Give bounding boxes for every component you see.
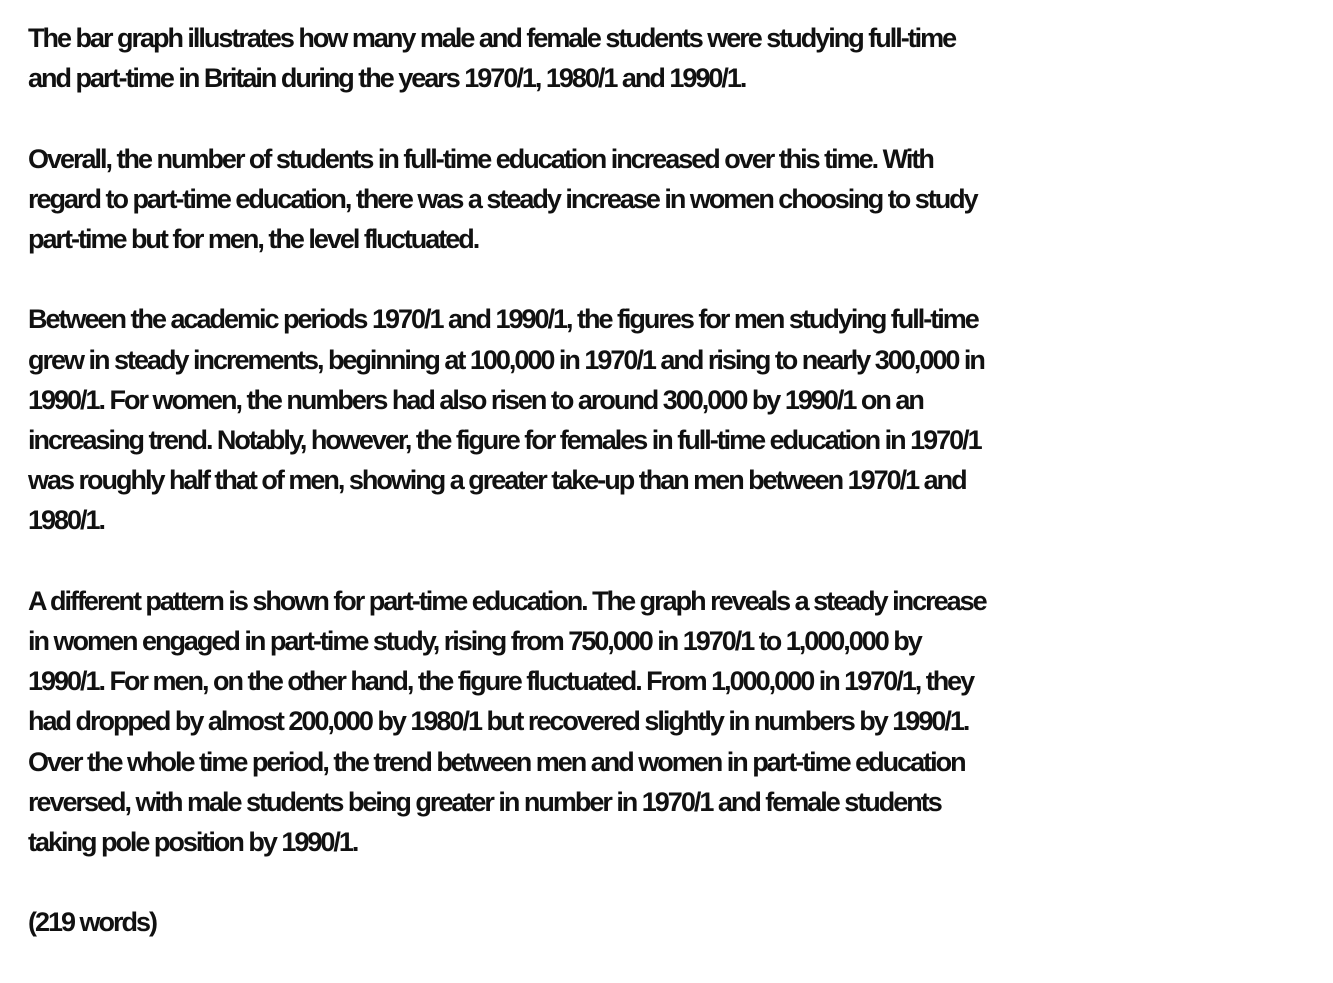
text-line: in women engaged in part-time study, rising from 750,000 in 1970/1 to 1,000,000 by bbox=[28, 626, 921, 656]
paragraph-overview bbox=[28, 139, 1328, 260]
text-line: 1990/1. For women, the numbers had also risen to around 300,000 by 1990/1 on an bbox=[28, 384, 923, 415]
text-line: grew in steady increments, beginning at 100,000 in 1970/1 and rising to nearly 300,000 in bbox=[28, 344, 984, 375]
text-line: 1980/1. bbox=[28, 505, 105, 536]
text-line: A different pattern is shown for part-time education. The graph reveals a steady increase bbox=[28, 585, 986, 616]
paragraph-full-time bbox=[28, 299, 1328, 540]
text-line: Over the whole time period, the trend between men and women in part-time education bbox=[28, 746, 965, 777]
text-line: had dropped by almost 200,000 by 1980/1 but recovered slightly in numbers by 1990/1. bbox=[28, 706, 969, 737]
essay-document bbox=[28, 18, 1328, 983]
text-line: Overall, the number of students in full-time education increased over this time. With bbox=[28, 143, 933, 174]
word-count bbox=[28, 902, 1328, 942]
paragraph-introduction bbox=[28, 18, 1328, 98]
text-line: and part-time in Britain during the years 1970/1, 1980/1 and 1990/1. bbox=[28, 63, 746, 94]
text-line: Between the academic periods 1970/1 and 1990/1, the figures for men studying full-time bbox=[28, 304, 978, 335]
text-line: 1990/1. For men, on the other hand, the figure fluctuated. From 1,000,000 in 1970/1, they bbox=[28, 666, 974, 697]
text-line: taking pole position by 1990/1. bbox=[28, 827, 358, 858]
text-line: part-time but for men, the level fluctuated. bbox=[28, 224, 479, 254]
paragraph-part-time bbox=[28, 581, 1328, 862]
word-count-text: (219 words) bbox=[28, 907, 156, 938]
text-line: regard to part-time education, there was a steady increase in women choosing to study bbox=[28, 183, 977, 214]
text-line: increasing trend. Notably, however, the figure for females in full-time education in 1970/1 bbox=[28, 425, 981, 455]
text-line: was roughly half that of men, showing a greater take-up than men between 1970/1 and bbox=[28, 465, 966, 496]
text-line: reversed, with male students being greater in number in 1970/1 and female students bbox=[28, 786, 941, 817]
text-line: The bar graph illustrates how many male and female students were studying full-time bbox=[28, 23, 956, 53]
